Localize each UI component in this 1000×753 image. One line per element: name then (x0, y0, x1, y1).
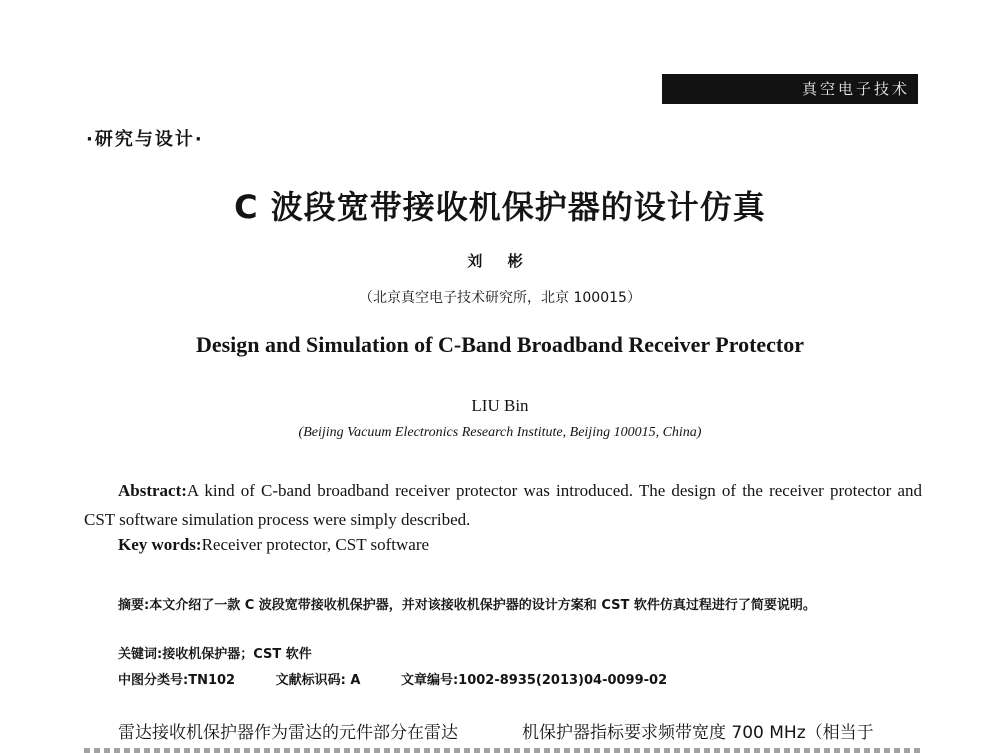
clc-number: 中图分类号:TN102 (118, 673, 236, 688)
author-english: LIU Bin (471, 396, 529, 415)
abstract-english-label: Abstract: (118, 481, 187, 500)
keywords-chinese-text: 接收机保护器；CST 软件 (162, 647, 312, 662)
title-chinese: C 波段宽带接收机保护器的设计仿真 (234, 188, 766, 226)
abstract-chinese-label: 摘要: (118, 598, 150, 613)
abstract-chinese (84, 592, 922, 619)
cut-off-text-line (84, 748, 922, 753)
abstract-chinese-text: 本文介绍了一款 C 波段宽带接收机保护器，并对该接收机保护器的设计方案和 CST 软件仿真过程进行了简要说明。 (149, 598, 816, 613)
title-english: Design and Simulation of C-Band Broadband Receiver Protector (195, 332, 805, 357)
abstract-english (84, 476, 922, 534)
keywords-chinese-label: 关键词: (118, 647, 163, 662)
journal-name-banner: 真空电子技术 (662, 74, 918, 104)
document-code: 文献标识码: A (275, 673, 361, 688)
keywords-english-text: Receiver protector, CST software (201, 535, 430, 554)
keywords-english-label: Key words: (118, 535, 202, 554)
affiliation-english: (Beijing Vacuum Electronics Research Institute, Beijing 100015, China) (298, 425, 702, 440)
author-chinese: 刘 彬 (467, 252, 533, 270)
keywords-chinese (118, 643, 312, 662)
keywords-english (118, 535, 429, 555)
classification-row (118, 669, 703, 688)
article-number: 文章编号:1002-8935(2013)04-0099-02 (400, 673, 668, 688)
abstract-english-text: A kind of C-band broadband receiver protector was introduced. The design of the receiver protector and CST software simulation process were simply described. (84, 481, 922, 529)
affiliation-chinese: （北京真空电子技术研究所，北京 100015） (359, 290, 641, 306)
body-text-left-column: 雷达接收机保护器作为雷达的元件部分在雷达 (118, 723, 458, 743)
column-label: ·研究与设计· (86, 129, 204, 150)
body-text-right-column: 机保护器指标要求频带宽度 700 MHz（相当于 (522, 723, 874, 743)
